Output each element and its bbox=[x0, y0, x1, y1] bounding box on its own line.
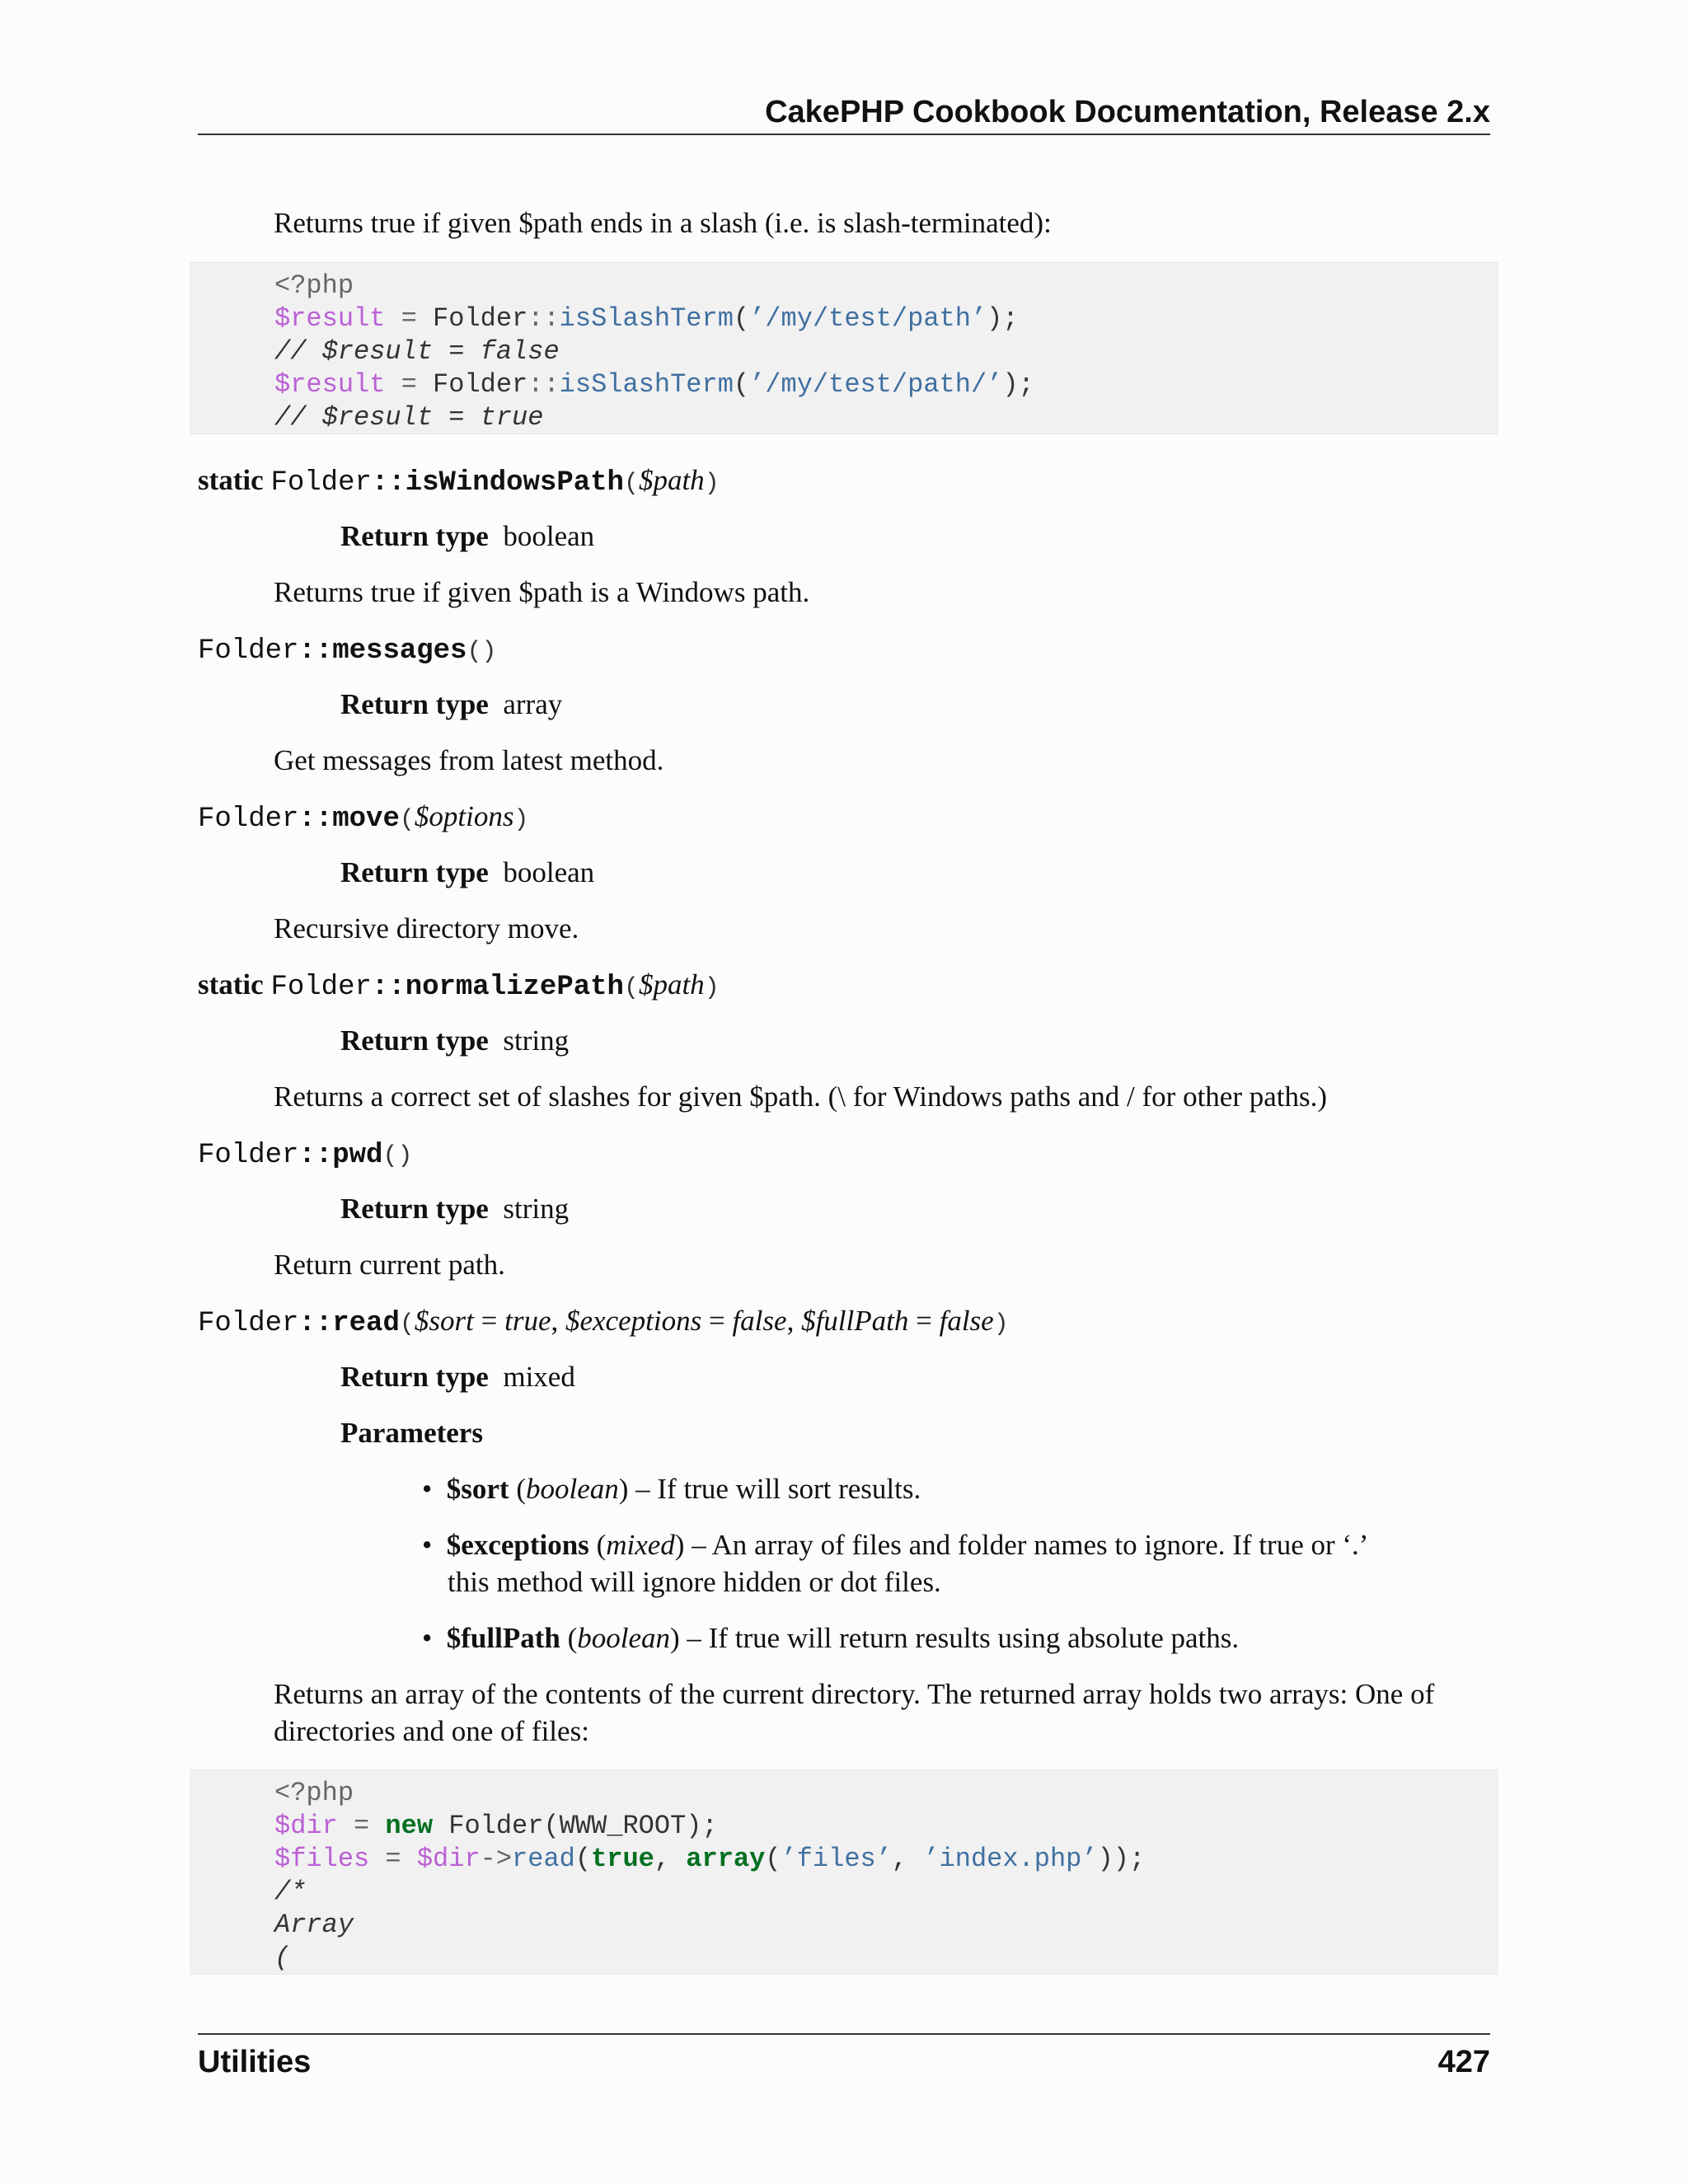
code-comment: ( bbox=[274, 1943, 291, 1973]
return-type-field: Return type string bbox=[340, 1024, 570, 1057]
method-signature-move: Folder::move($options) bbox=[198, 800, 529, 835]
code-comment: /* bbox=[274, 1877, 307, 1907]
code-line: $files = $dir->read(true, array(’files’, ’index.php’)); bbox=[274, 1844, 1146, 1874]
method-signature-messages: Folder::messages() bbox=[198, 635, 497, 667]
code-line: $result = Folder::isSlashTerm(’/my/test/path’); bbox=[274, 303, 1019, 334]
param-item-sort: • $sort (boolean) – If true will sort results. bbox=[422, 1473, 921, 1505]
return-type-field: Return type string bbox=[340, 1193, 570, 1225]
return-type-field: Return type array bbox=[340, 688, 563, 720]
return-type-field: Return type boolean bbox=[340, 520, 595, 552]
header-rule bbox=[198, 134, 1490, 135]
method-signature-read: Folder::read($sort = true, $exceptions = false, $fullPath = false) bbox=[198, 1305, 1009, 1339]
method-description: Returns a correct set of slashes for given $path. (\ for Windows paths and / for other paths.) bbox=[274, 1080, 1328, 1113]
code-comment: // $result = true bbox=[274, 402, 544, 433]
parameters-heading: Parameters bbox=[340, 1417, 483, 1449]
code-comment: // $result = false bbox=[274, 336, 560, 367]
code-line: <?php bbox=[274, 270, 354, 301]
code-comment: Array bbox=[274, 1910, 354, 1940]
code-block-isslashterm bbox=[190, 262, 1498, 434]
param-item-exceptions: • $exceptions (mixed) – An array of files and folder names to ignore. If true or ‘.’ bbox=[422, 1529, 1369, 1561]
param-item-exceptions-cont: this method will ignore hidden or dot files. bbox=[448, 1566, 941, 1598]
method-signature-normalizepath: static Folder::normalizePath($path) bbox=[198, 968, 720, 1003]
method-signature-pwd: Folder::pwd() bbox=[198, 1140, 413, 1171]
intro-text: Returns true if given $path ends in a slash (i.e. is slash-terminated): bbox=[274, 207, 1052, 239]
code-line: $dir = new Folder(WWW_ROOT); bbox=[274, 1811, 718, 1841]
method-description: Return current path. bbox=[274, 1249, 505, 1281]
footer-section: Utilities bbox=[198, 2045, 312, 2079]
method-description: Returns an array of the contents of the current directory. The returned array holds two arrays: One of bbox=[274, 1678, 1435, 1710]
method-description: Returns true if given $path is a Windows path. bbox=[274, 576, 810, 608]
method-description-cont: directories and one of files: bbox=[274, 1715, 589, 1747]
param-item-fullpath: • $fullPath (boolean) – If true will return results using absolute paths. bbox=[422, 1622, 1240, 1654]
page-number: 427 bbox=[1437, 2045, 1490, 2079]
footer-rule bbox=[198, 2033, 1490, 2035]
return-type-field: Return type boolean bbox=[340, 856, 595, 888]
method-description: Get messages from latest method. bbox=[274, 744, 664, 776]
running-header: CakePHP Cookbook Documentation, Release 2.x bbox=[765, 95, 1490, 129]
method-signature-iswindowspath: static Folder::isWindowsPath($path) bbox=[198, 464, 720, 499]
code-line: <?php bbox=[274, 1778, 354, 1808]
return-type-field: Return type mixed bbox=[340, 1361, 575, 1393]
code-line: $result = Folder::isSlashTerm(’/my/test/path/’); bbox=[274, 369, 1034, 400]
code-block-read-example bbox=[190, 1769, 1498, 1975]
method-description: Recursive directory move. bbox=[274, 912, 579, 944]
